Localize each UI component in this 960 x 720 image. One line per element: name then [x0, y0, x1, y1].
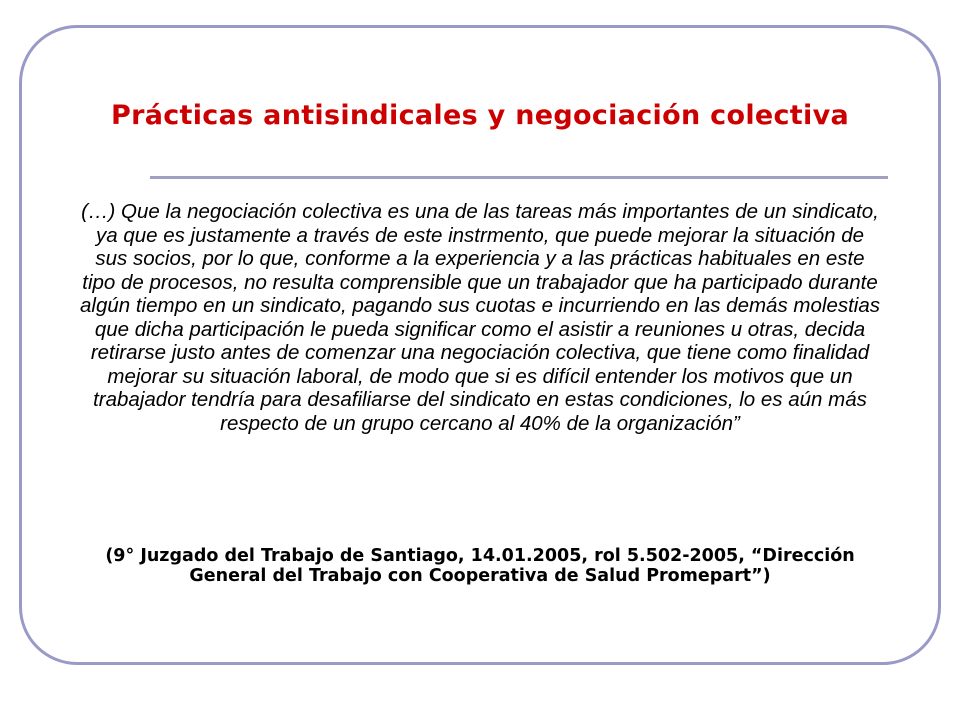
quote-text: (…) Que la negociación colectiva es una de las tareas más importantes de un sindicato, ya que es justamente a través de este instrmento, que puede mejorar la situación de sus socios, por lo que, conforme a la experiencia y a las prácticas habituales en este tipo de procesos, no resulta comprensible que un trabajador que ha participado durante algún tiempo en un sindicato, pagando sus cuotas e incurriendo en las demás molestias que dicha participación le pueda significar como el asistir a reuniones u otras, decida retirarse justo antes de comenzar una negociación colectiva, que tiene como finalidad mejorar su situación laboral, de modo que si es difícil entender los motivos que un trabajador tendría para desafiliarse del sindicato en estas condiciones, lo es aún más respecto de un grupo cercano al 40% de la organización”	[80, 200, 880, 435]
title-divider	[150, 176, 888, 179]
slide-title: Prácticas antisindicales y negociación colectiva	[110, 100, 849, 131]
citation-text: (9° Juzgado del Trabajo de Santiago, 14.01.2005, rol 5.502-2005, “Dirección General del Trabajo con Cooperativa de Salud Promepart”)	[105, 546, 855, 586]
